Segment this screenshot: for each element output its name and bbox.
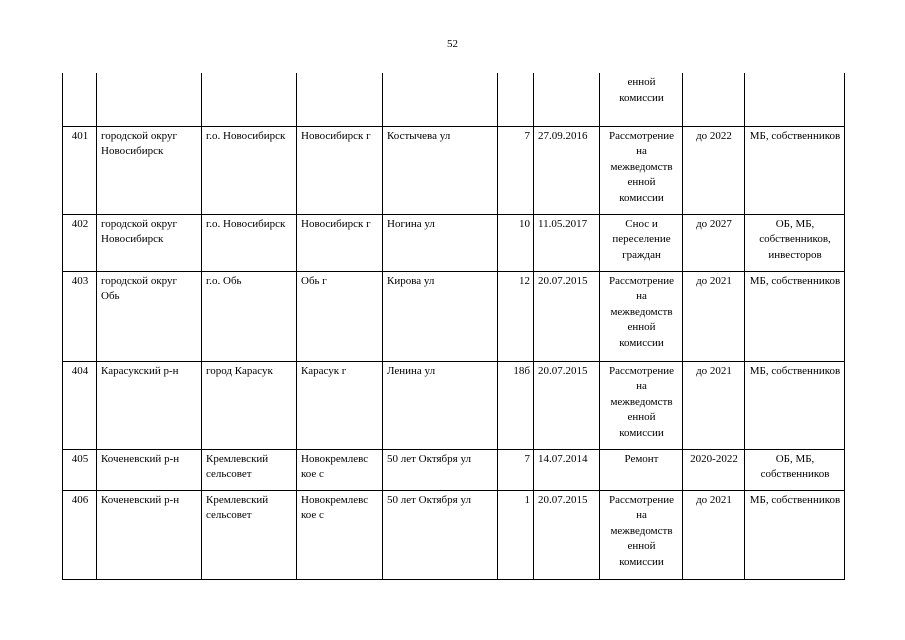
- measure-cell: Рассмотрение на межведомств енной комиссии: [600, 490, 683, 579]
- table-row: [63, 214, 845, 271]
- date-cell: 27.09.2016: [534, 126, 600, 214]
- housing-registry-table: [62, 73, 845, 580]
- municipality-cell: г.о. Новосибирск: [202, 214, 297, 271]
- row-number-cell: 404: [63, 361, 97, 449]
- okrug-cell: городской округ Обь: [97, 271, 202, 361]
- deadline-cell: до 2021: [683, 271, 745, 361]
- date-cell: 11.05.2017: [534, 214, 600, 271]
- street-cell: Костычева ул: [383, 126, 498, 214]
- house-cell: 18б: [498, 361, 534, 449]
- measure-cell: Ремонт: [600, 449, 683, 490]
- municipality-cell: Кремлевский сельсовет: [202, 490, 297, 579]
- measure-cell: Рассмотрение на межведомств енной комиссии: [600, 361, 683, 449]
- okrug-cell: городской округ Новосибирск: [97, 126, 202, 214]
- page-number: 52: [447, 38, 458, 50]
- settlement-cell: Новосибирск г: [297, 214, 383, 271]
- date-cell: 14.07.2014: [534, 449, 600, 490]
- house-cell: 7: [498, 449, 534, 490]
- date-cell: 20.07.2015: [534, 490, 600, 579]
- measure-cell: Рассмотрение на межведомств енной комиссии: [600, 271, 683, 361]
- municipality-cell: г.о. Обь: [202, 271, 297, 361]
- okrug-cell: Коченевский р-н: [97, 490, 202, 579]
- settlement-cell: Новокремлевс кое с: [297, 490, 383, 579]
- okrug-cell: Карасукский р-н: [97, 361, 202, 449]
- house-cell: 10: [498, 214, 534, 271]
- okrug-cell: Коченевский р-н: [97, 449, 202, 490]
- row-number-cell: 405: [63, 449, 97, 490]
- house-cell: 7: [498, 126, 534, 214]
- municipality-cell: Кремлевский сельсовет: [202, 449, 297, 490]
- table-row: [63, 449, 845, 490]
- funding-source-cell: МБ, собственников: [745, 126, 845, 214]
- row-number-cell: 402: [63, 214, 97, 271]
- deadline-cell: до 2022: [683, 126, 745, 214]
- table-row: [63, 490, 845, 579]
- row-number-cell: 406: [63, 490, 97, 579]
- funding-source-cell: МБ, собственников: [745, 271, 845, 361]
- okrug-cell: городской округ Новосибирск: [97, 214, 202, 271]
- street-cell: 50 лет Октября ул: [383, 490, 498, 579]
- house-cell: 12: [498, 271, 534, 361]
- settlement-cell: Обь г: [297, 271, 383, 361]
- street-cell: Ленина ул: [383, 361, 498, 449]
- date-cell: 20.07.2015: [534, 271, 600, 361]
- funding-source-cell: ОБ, МБ, собственников, инвесторов: [745, 214, 845, 271]
- deadline-cell: до 2027: [683, 214, 745, 271]
- municipality-cell: г.о. Новосибирск: [202, 126, 297, 214]
- table-row: [63, 271, 845, 361]
- deadline-cell: до 2021: [683, 490, 745, 579]
- date-cell: 20.07.2015: [534, 361, 600, 449]
- settlement-cell: Карасук г: [297, 361, 383, 449]
- row-number-cell: 403: [63, 271, 97, 361]
- street-cell: Ногина ул: [383, 214, 498, 271]
- house-cell: 1: [498, 490, 534, 579]
- deadline-cell: до 2021: [683, 361, 745, 449]
- street-cell: 50 лет Октября ул: [383, 449, 498, 490]
- settlement-cell: Новокремлевс кое с: [297, 449, 383, 490]
- measure-cell: Снос и переселение граждан: [600, 214, 683, 271]
- street-cell: Кирова ул: [383, 271, 498, 361]
- table-row: [63, 126, 845, 214]
- measure-cell: Рассмотрение на межведомств енной комиссии: [600, 126, 683, 214]
- table-row-continuation: [63, 73, 845, 126]
- funding-source-cell: МБ, собственников: [745, 490, 845, 579]
- deadline-cell: 2020-2022: [683, 449, 745, 490]
- row-number-cell: 401: [63, 126, 97, 214]
- funding-source-cell: МБ, собственников: [745, 361, 845, 449]
- municipality-cell: город Карасук: [202, 361, 297, 449]
- settlement-cell: Новосибирск г: [297, 126, 383, 214]
- table-row: [63, 361, 845, 449]
- funding-source-cell: ОБ, МБ, собственников: [745, 449, 845, 490]
- measure-cell: енной комиссии: [600, 73, 683, 126]
